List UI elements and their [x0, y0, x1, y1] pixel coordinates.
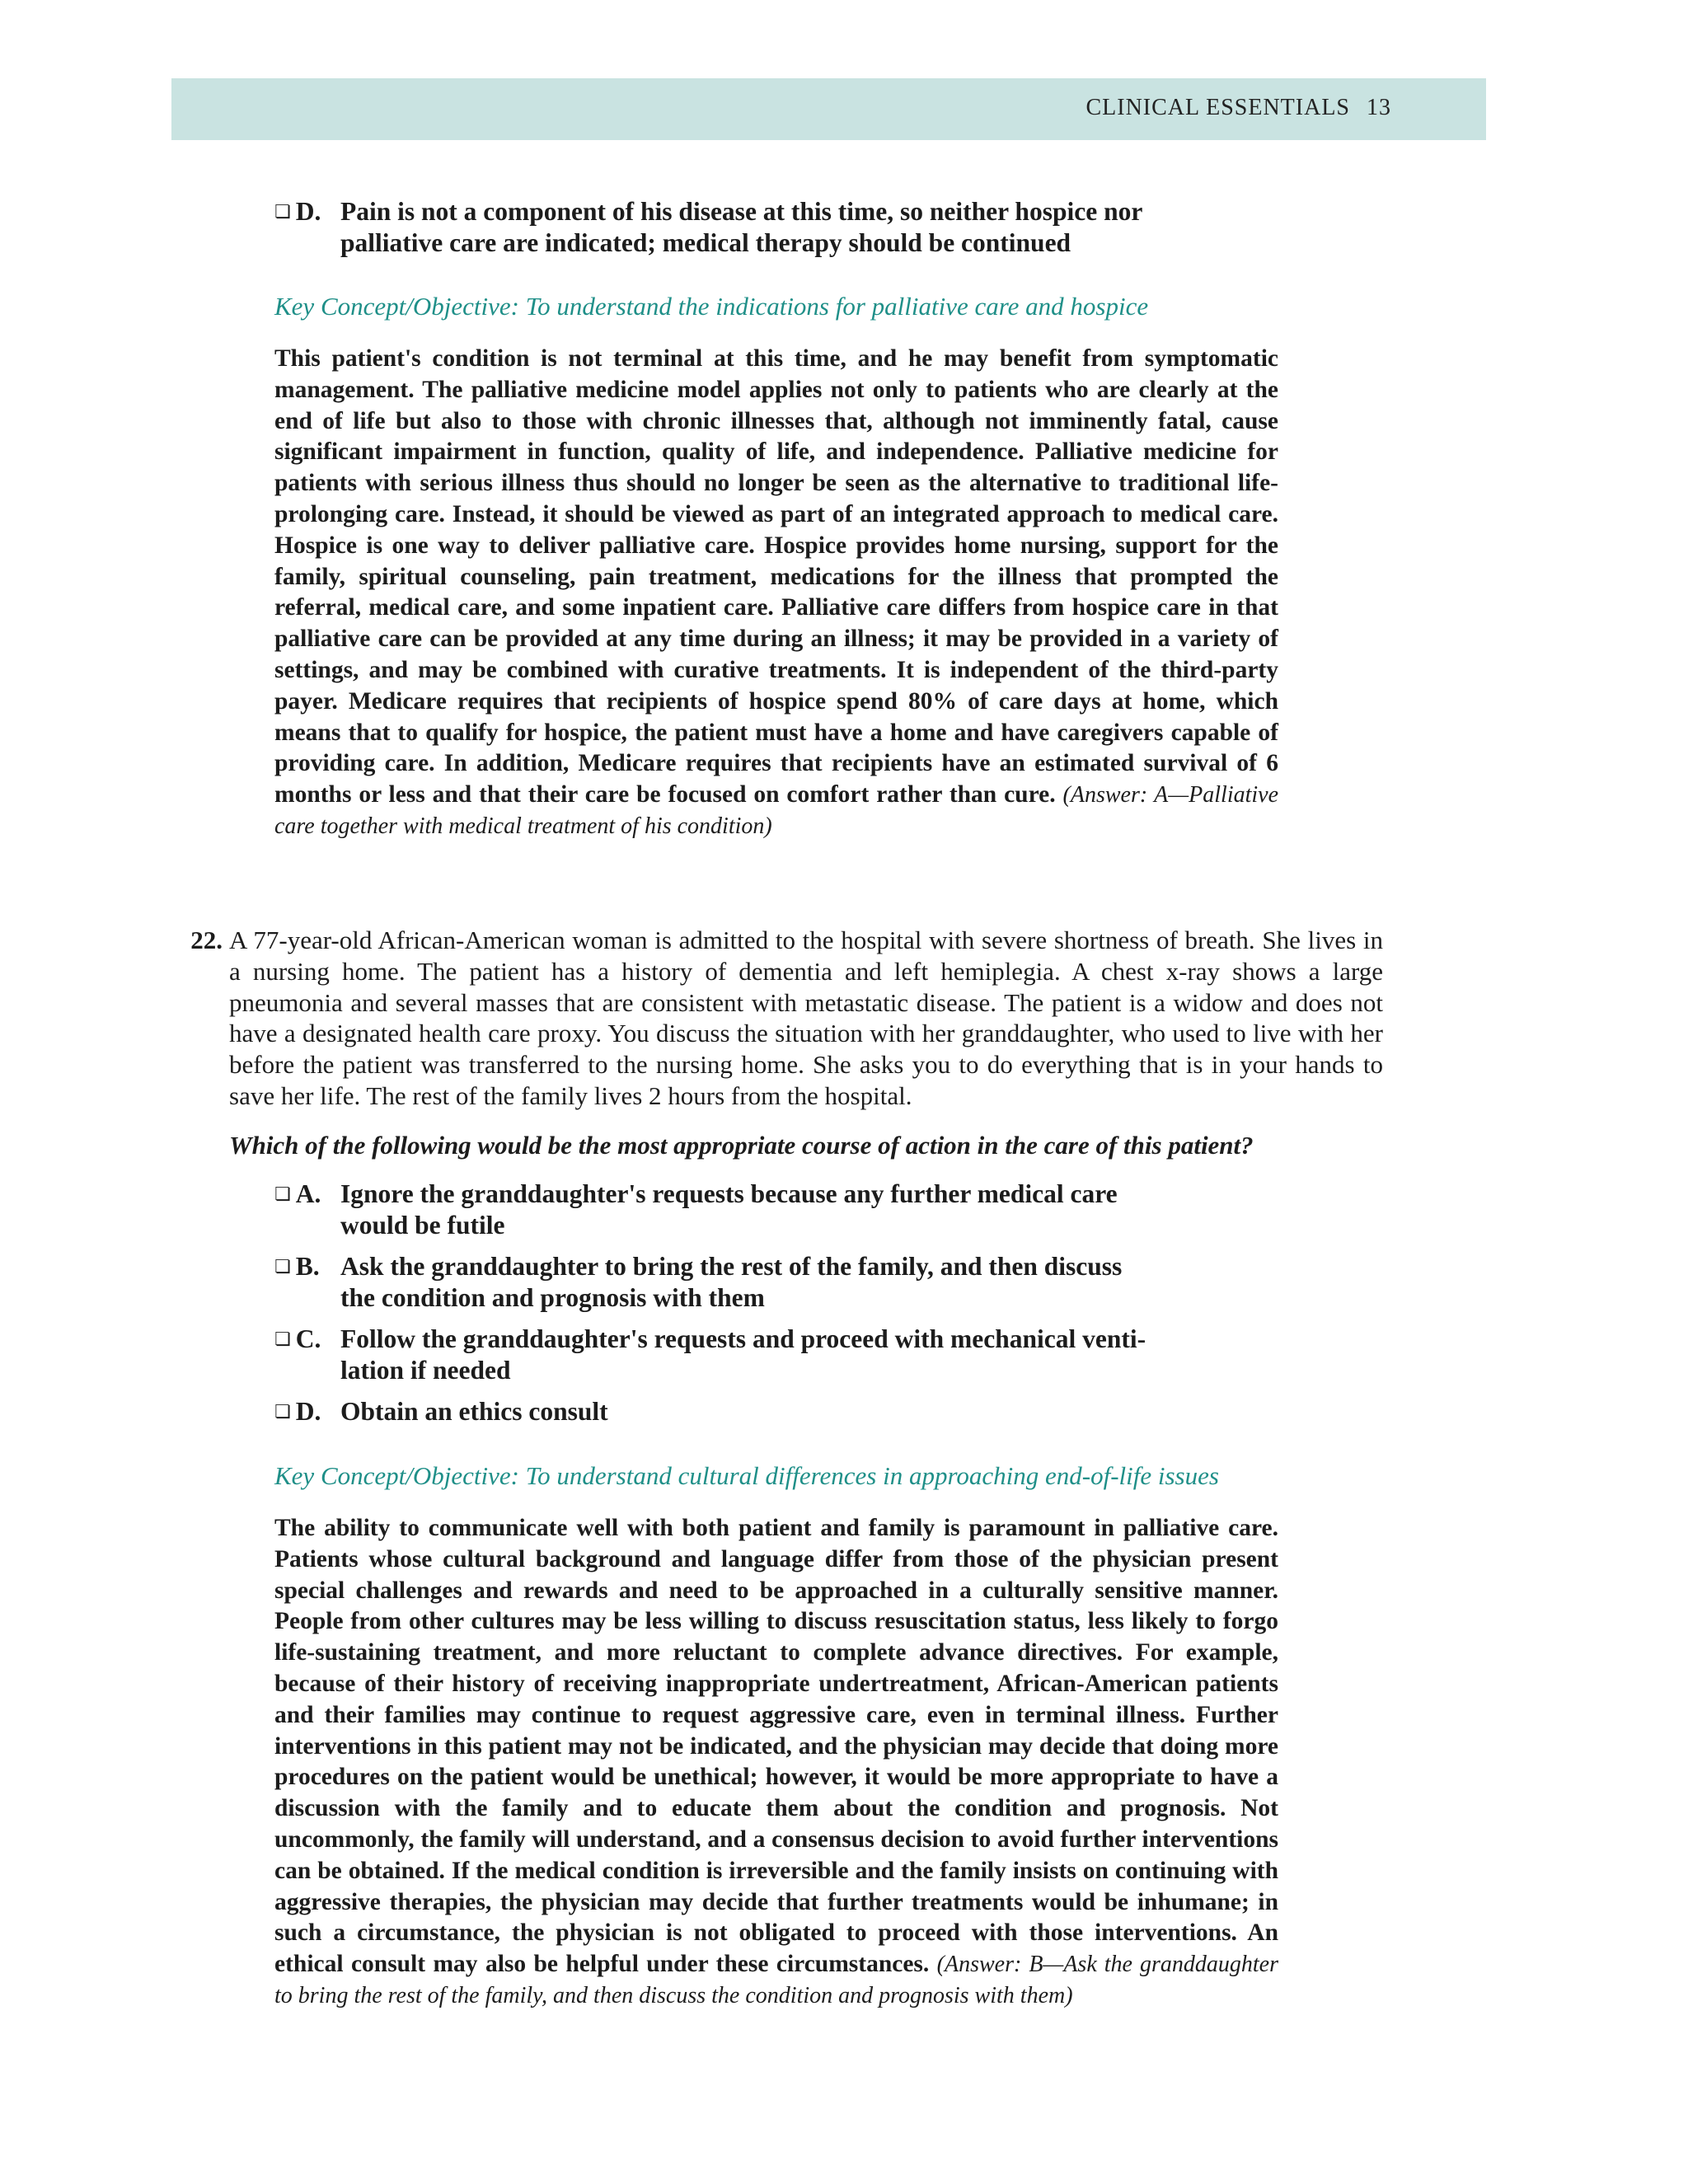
checkbox-icon[interactable]: ❏	[274, 1329, 291, 1350]
checkbox-icon: ❏	[274, 202, 291, 223]
option-line: Ignore the granddaughter's requests because any further medical care	[340, 1179, 1118, 1208]
explanation-2	[274, 1513, 1278, 2012]
option-letter: C.	[295, 1324, 321, 1353]
page-number: 13	[1367, 95, 1391, 120]
question-stem: A 77-year-old African-American woman is admitted to the hospital with severe shortness of breath. She lives in a nursing home. The patient has a history of dementia and left hemiplegia. A chest x-ray shows a large pneumonia and several masses that are consistent with metastatic disease. The patient is a widow and does not have a designated health care proxy. You discuss the situation with her granddaughter, who used to live with her before the patient was transferred to the nursing home. She asks you to do everything that is in your hands to save her life. The rest of the family lives 2 hours from the hospital.	[229, 926, 1383, 1110]
header-text	[1085, 95, 1391, 121]
option-line: palliative care are indicated; medical therapy should be continued	[340, 227, 1071, 257]
question-number: 22.	[190, 926, 223, 954]
option-c[interactable]	[274, 1324, 1222, 1385]
explanation-1	[274, 344, 1278, 842]
prev-option-d	[274, 196, 1222, 258]
checkbox-icon[interactable]: ❏	[274, 1402, 291, 1422]
option-line: Obtain an ethics consult	[340, 1397, 608, 1426]
option-line: lation if needed	[340, 1355, 511, 1385]
answer-line: (Answer: A—Palliative care together with medical treatment of his condition)	[274, 782, 1279, 839]
question-22	[171, 925, 1383, 1112]
option-b[interactable]	[274, 1251, 1222, 1313]
section-title: CLINICAL ESSENTIALS	[1085, 95, 1350, 120]
option-letter: D.	[295, 197, 321, 226]
option-line: Follow the granddaughter's requests and proceed with mechanical venti-	[340, 1324, 1146, 1353]
option-line: Pain is not a component of his disease at this time, so neither hospice nor	[340, 197, 1143, 226]
option-a[interactable]	[274, 1179, 1222, 1240]
option-line: Ask the granddaughter to bring the rest of the family, and then discuss	[340, 1252, 1123, 1281]
option-line: the condition and prognosis with them	[340, 1282, 765, 1312]
answer-line: (Answer: B—Ask the granddaughter to bring the rest of the family, and then discuss the condition and prognosis with them)	[274, 1952, 1278, 2008]
question-prompt: Which of the following would be the most appropriate course of action in the care of this patient?	[229, 1131, 1254, 1160]
option-letter: D.	[295, 1397, 321, 1426]
option-line: would be futile	[340, 1210, 505, 1240]
checkbox-icon[interactable]: ❏	[274, 1184, 291, 1205]
running-header	[171, 78, 1486, 140]
checkbox-icon[interactable]: ❏	[274, 1257, 291, 1277]
option-letter: B.	[295, 1252, 320, 1281]
option-letter: A.	[295, 1179, 321, 1208]
key-concept-2: Key Concept/Objective: To understand cultural differences in approaching end-of-life issues	[274, 1461, 1219, 1490]
key-concept-1: Key Concept/Objective: To understand the indications for palliative care and hospice	[274, 292, 1149, 321]
explanation-text: This patient's condition is not terminal at this time, and he may benefit from symptomatic management. The palliative medicine model applies not only to patients who are clearly at the end of life but also to those with chronic illnesses that, although not imminently fatal, cause significant impairment in function, quality of life, and independence. Palliative medicine for patients with serious illness thus should no longer be seen as the alternative to traditional life-prolonging care. Instead, it should be viewed as part of an integrated approach to medical care. Hospice is one way to deliver palliative care. Hospice provides home nursing, support for the family, spiritual counseling, pain treatment, medications for the illness that prompted the referral, medical care, and some inpatient care. Palliative care differs from hospice care in that palliative care can be provided at any time during an illness; it may be provided in a variety of settings, and may be combined with curative treatments. It is independent of the third-party payer. Medicare requires that recipients of hospice spend 80% of care days at home, which means that to qualify for hospice, the patient must have a home and have caregivers capable of providing care. In addition, Medicare requires that recipients have an estimated survival of 6 months or less and that their care be focused on comfort rather than cure.	[274, 345, 1278, 808]
option-d[interactable]	[274, 1396, 1222, 1431]
explanation-text: The ability to communicate well with both patient and family is paramount in palliative care. Patients whose cultural background and language differ from those of the physician present special challenges and rewards and need to be approached in a culturally sensitive manner. People from other cultures may be less willing to discuss resuscitation status, less likely to forgo life-sustaining treatment, and more reluctant to complete advance directives. For example, because of their history of receiving inappropriate undertreatment, African-American patients and their families may continue to request aggressive care, even in terminal illness. Further interventions in this patient may not be indicated, and the physician may decide that doing more procedures on the patient would be unethical; however, it would be more appropriate to have a discussion with the family and to educate them about the condition and prognosis. Not uncommonly, the family will understand, and a consensus decision to avoid further interventions can be obtained. If the medical condition is irreversible and the family insists on continuing with aggressive therapies, the physician may decide that further treatments would be inhumane; in such a circumstance, the physician is not obligated to proceed with those interventions. An ethical consult may also be helpful under these circumstances.	[274, 1515, 1278, 1978]
